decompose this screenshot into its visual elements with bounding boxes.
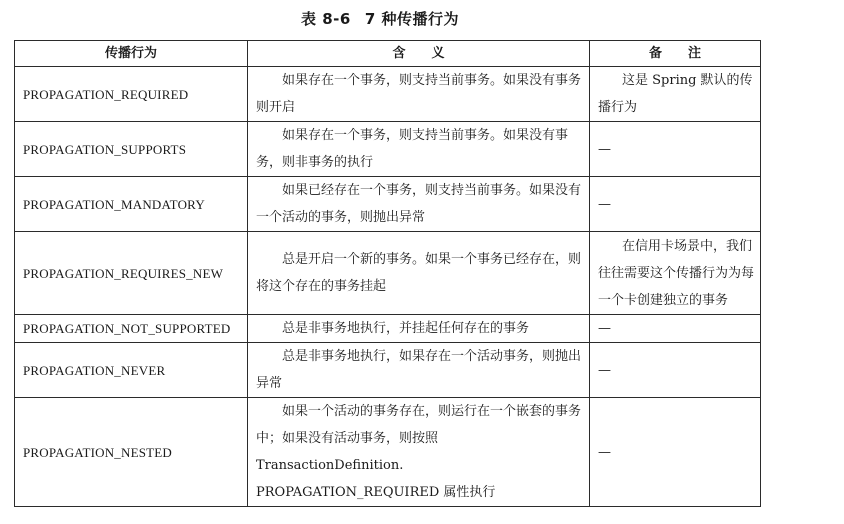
row-note: — [590,315,761,343]
row-note: — [590,177,761,232]
row-name: PROPAGATION_NESTED [15,398,248,507]
row-meaning: 总是非事务地执行，如果存在一个活动事务，则抛出异常 [248,343,590,398]
table-row [15,67,761,122]
propagation-table [14,40,761,507]
row-meaning: 总是非事务地执行，并挂起任何存在的事务 [248,315,590,343]
row-note: 这是 Spring 默认的传播行为 [590,67,761,122]
row-meaning: 如果存在一个事务，则支持当前事务。如果没有事务，则非事务的执行 [248,122,590,177]
header-name: 传播行为 [15,41,248,67]
table-title: 7 种传播行为 [364,10,459,28]
table-number: 表 8-6 [301,10,351,28]
table-row [15,398,761,507]
row-name: PROPAGATION_REQUIRED [15,67,248,122]
table-row [15,122,761,177]
table-row [15,343,761,398]
table-row [15,232,761,315]
row-note: — [590,398,761,507]
row-name: PROPAGATION_SUPPORTS [15,122,248,177]
row-note: 在信用卡场景中，我们往往需要这个传播行为为每一个卡创建独立的事务 [590,232,761,315]
row-meaning: 如果存在一个事务，则支持当前事务。如果没有事务则开启 [248,67,590,122]
header-row [15,41,761,67]
row-name: PROPAGATION_NEVER [15,343,248,398]
row-meaning: 如果已经存在一个事务，则支持当前事务。如果没有一个活动的事务，则抛出异常 [248,177,590,232]
row-name: PROPAGATION_MANDATORY [15,177,248,232]
table-caption [0,8,760,29]
row-meaning: 如果一个活动的事务存在，则运行在一个嵌套的事务中；如果没有活动事务，则按照 TransactionDefinition. PROPAGATION_REQUIRED 属性执行 [248,398,590,507]
header-note: 备 注 [590,41,761,67]
header-meaning: 含 义 [248,41,590,67]
row-note: — [590,343,761,398]
row-name: PROPAGATION_NOT_SUPPORTED [15,315,248,343]
row-name: PROPAGATION_REQUIRES_NEW [15,232,248,315]
table-row [15,177,761,232]
row-note: — [590,122,761,177]
table-row [15,315,761,343]
row-meaning: 总是开启一个新的事务。如果一个事务已经存在，则将这个存在的事务挂起 [248,232,590,315]
